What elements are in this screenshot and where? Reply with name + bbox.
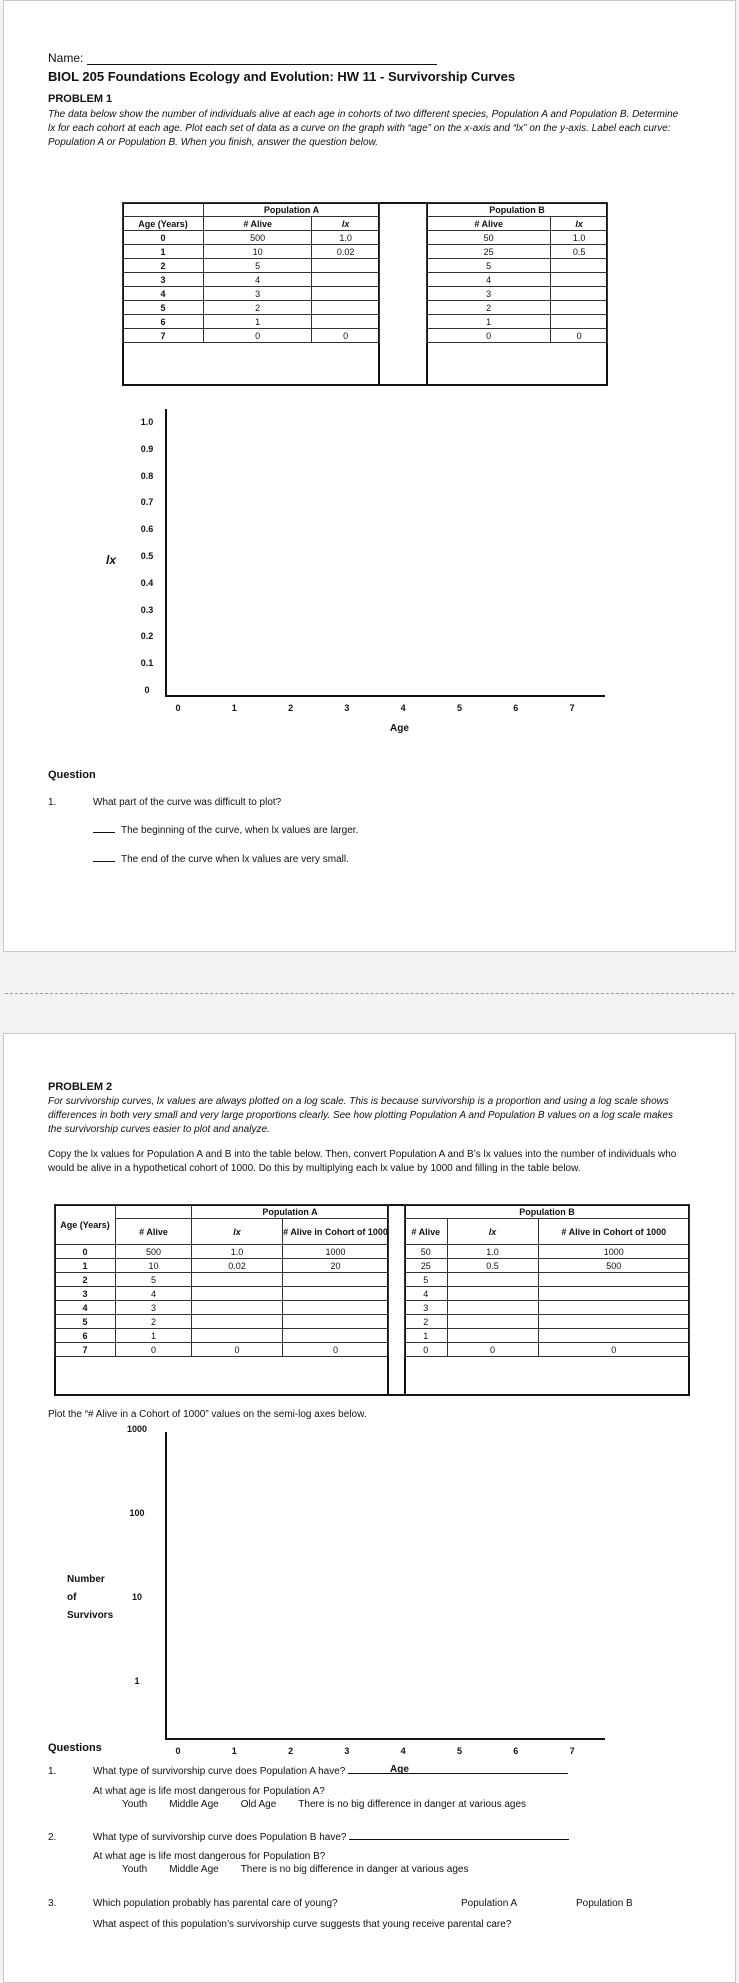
y-tick-label: 0.3 — [140, 604, 154, 615]
x-axis-label: Age — [390, 1764, 409, 1775]
table-row: 2 — [427, 301, 608, 315]
question-2-options — [122, 1863, 490, 1877]
table-row: 1 — [405, 1329, 690, 1343]
table-row: 6 1 — [123, 315, 380, 329]
y-axis-label-line-2: of — [67, 1592, 77, 1603]
question-3-number: 3. — [48, 1898, 57, 1909]
option-population-a[interactable]: Population A — [461, 1898, 518, 1909]
table-row: 2 5 — [123, 259, 380, 273]
y-tick-label: 0.1 — [140, 658, 154, 669]
x-tick-label: 3 — [344, 703, 350, 713]
table-1-population-b: Population B # Alive lx 50 1.0 25 0.5 5 4 3 2 1 0 0 — [426, 202, 608, 343]
question-1-options — [122, 1798, 548, 1812]
x-tick-label: 1 — [231, 703, 237, 713]
y-tick-label: 0.4 — [140, 577, 154, 588]
x-tick-label: 3 — [344, 1746, 350, 1756]
table-row: 5 2 — [123, 301, 380, 315]
table-row: 1 10 0.02 20 — [55, 1259, 389, 1273]
x-tick-label: 7 — [569, 1746, 575, 1756]
option-middle-age[interactable]: Middle Age — [169, 1799, 219, 1810]
page-separator — [5, 993, 734, 994]
y-axis — [165, 409, 167, 697]
table-row: 0 500 1.0 1000 — [55, 1245, 389, 1259]
y-tick-label: 0.6 — [140, 524, 154, 535]
x-tick-label: 0 — [175, 703, 181, 713]
question-1-number: 1. — [48, 797, 57, 808]
table-row: 7 0 0 — [123, 329, 380, 343]
option-old-age[interactable]: Old Age — [240, 1799, 277, 1810]
table-row: 2 — [405, 1315, 690, 1329]
table-2-population-b: Population B # Alive lx # Alive in Cohort of 1000 50 1.0 1000 25 0.5 500 5 4 3 2 1 0 0 0 — [404, 1204, 690, 1357]
table-row: 0 500 1.0 — [123, 231, 380, 245]
problem-2-label: PROBLEM 2 — [48, 1081, 113, 1093]
table-row: 4 3 — [55, 1301, 389, 1315]
table-row: 3 — [427, 287, 608, 301]
question-1-text: What part of the curve was difficult to plot? — [93, 797, 282, 808]
worksheet-page-2 — [3, 1033, 736, 1983]
worksheet-title: BIOL 205 Foundations Ecology and Evolution: HW 11 - Survivorship Curves — [48, 69, 516, 84]
table-1-population-a: Population A Age (Years) # Alive lx 0 500 1.0 1 10 0.02 2 5 3 4 4 3 5 2 6 1 7 0 0 — [122, 202, 380, 343]
table-row: 0 0 — [427, 329, 608, 343]
x-axis — [165, 1738, 605, 1740]
table-row: 1 — [427, 315, 608, 329]
y-tick-label: 1000 — [126, 1424, 148, 1434]
table-row: 2 5 — [55, 1273, 389, 1287]
table-row: 3 — [405, 1301, 690, 1315]
table-row: 0 0 0 — [405, 1343, 690, 1357]
y-tick-label: 100 — [129, 1508, 145, 1518]
problem-2-intro: For survivorship curves, lx values are always plotted on a log scale. This is because survivorship is a proportion and using a log scale shows differences in both very small and very large proportions clearly. See how plotting Population A and Population B values on a log scale makes the survivorship curves easier to plot and analyze. — [48, 1096, 673, 1135]
answer-blank[interactable] — [348, 1773, 568, 1774]
y-axis-label-line-3: Survivors — [67, 1610, 114, 1621]
x-tick-label: 6 — [513, 703, 519, 713]
question-2: What type of survivorship curve does Population B have? — [93, 1831, 569, 1845]
question-1-option-1: The beginning of the curve, when lx values are larger. — [93, 824, 358, 838]
problem-1-instructions: The data below show the number of individuals alive at each age in cohorts of two different species, Population A and Population B. Determine lx for each cohort at each age. Plot each set of data as a curve on the graph with “age” on the x-axis and “lx” on the y-axis. Label each curve: Population A or Population B. When you finish, answer the question below. — [48, 109, 679, 148]
y-tick-label: 10 — [131, 1592, 142, 1602]
option-middle-age[interactable]: Middle Age — [169, 1864, 219, 1875]
option-youth[interactable]: Youth — [122, 1799, 148, 1810]
table-row: 50 1.0 1000 — [405, 1245, 690, 1259]
name-blank[interactable] — [87, 54, 437, 65]
table-row: 5 — [427, 259, 608, 273]
table-row: 4 — [427, 273, 608, 287]
x-tick-label: 5 — [456, 703, 462, 713]
answer-blank[interactable] — [93, 861, 115, 862]
x-tick-label: 2 — [288, 1746, 294, 1756]
y-tick-label: 1 — [134, 1676, 140, 1686]
x-axis-label: Age — [390, 723, 409, 734]
table-row: 6 1 — [55, 1329, 389, 1343]
y-tick-label: 0.9 — [140, 443, 154, 454]
table-row: 50 1.0 — [427, 231, 608, 245]
worksheet-page-1 — [3, 0, 736, 952]
problem-2-instructions: Copy the lx values for Population A and B into the table below. Then, convert Population A and B’s lx values into the number of individuals who would be alive in a hypothetical cohort of 1000. Do this by multiplying each lx value by 1000 and filling in the table below. — [48, 1149, 677, 1174]
table-row: 5 2 — [55, 1315, 389, 1329]
y-tick-label: 0.2 — [140, 631, 154, 642]
x-tick-label: 1 — [231, 1746, 237, 1756]
y-tick-label: 1.0 — [140, 417, 154, 427]
x-tick-label: 0 — [175, 1746, 181, 1756]
option-no-difference[interactable]: There is no big difference in danger at various ages — [298, 1799, 527, 1810]
x-tick-label: 7 — [569, 703, 575, 713]
table-row: 4 3 — [123, 287, 380, 301]
semi-log-graph — [4, 1424, 737, 1784]
name-field: Name: — [48, 51, 437, 65]
plot-instruction: Plot the “# Alive in a Cohort of 1000” values on the semi-log axes below. — [48, 1409, 367, 1420]
table-row: 3 4 — [123, 273, 380, 287]
table-row: 25 0.5 — [427, 245, 608, 259]
table-2-population-a: Age (Years) Population A # Alive lx # Alive in Cohort of 1000 0 500 1.0 1000 1 10 0.02 20 2 5 3 4 4 3 5 2 6 1 7 0 0 0 — [54, 1204, 389, 1357]
y-axis-label-line-1: Number — [67, 1574, 105, 1585]
y-axis — [165, 1432, 167, 1740]
x-axis — [165, 695, 605, 697]
y-tick-label: 0.5 — [140, 551, 154, 561]
question-heading: Question — [48, 769, 96, 781]
option-no-difference[interactable]: There is no big difference in danger at various ages — [240, 1864, 469, 1875]
table-row: 7 0 0 0 — [55, 1343, 389, 1357]
table-row: 4 — [405, 1287, 690, 1301]
x-tick-label: 2 — [288, 703, 294, 713]
question-2-sub: At what age is life most dangerous for Population B? — [93, 1851, 326, 1862]
questions-heading: Questions — [48, 1742, 102, 1754]
question-3-sub: What aspect of this population’s survivorship curve suggests that young receive parental care? — [93, 1919, 512, 1930]
problem-1-label: PROBLEM 1 — [48, 93, 113, 105]
question-2-number: 2. — [48, 1832, 57, 1843]
question-1-option-2: The end of the curve when lx values are very small. — [93, 853, 349, 867]
table-row: 25 0.5 500 — [405, 1259, 690, 1273]
question-1-sub: At what age is life most dangerous for Population A? — [93, 1786, 325, 1797]
table-row: 3 4 — [55, 1287, 389, 1301]
answer-blank[interactable] — [93, 832, 115, 833]
y-tick-label: 0.8 — [140, 470, 154, 481]
y-tick-label: 0.7 — [140, 497, 154, 508]
question-1: What type of survivorship curve does Population A have? — [93, 1765, 568, 1779]
answer-blank[interactable] — [349, 1839, 569, 1840]
question-1-number: 1. — [48, 1766, 57, 1777]
option-population-b[interactable]: Population B — [576, 1898, 633, 1909]
x-tick-label: 4 — [400, 703, 406, 713]
table-row: 5 — [405, 1273, 690, 1287]
y-axis-label: lx — [106, 553, 117, 567]
question-3-text: Which population probably has parental care of young? — [93, 1898, 338, 1909]
y-tick-label: 0 — [144, 685, 150, 695]
x-tick-label: 5 — [456, 1746, 462, 1756]
x-tick-label: 4 — [400, 1746, 406, 1756]
x-tick-label: 6 — [513, 1746, 519, 1756]
lx-graph — [4, 401, 737, 741]
option-youth[interactable]: Youth — [122, 1864, 148, 1875]
table-row: 1 10 0.02 — [123, 245, 380, 259]
